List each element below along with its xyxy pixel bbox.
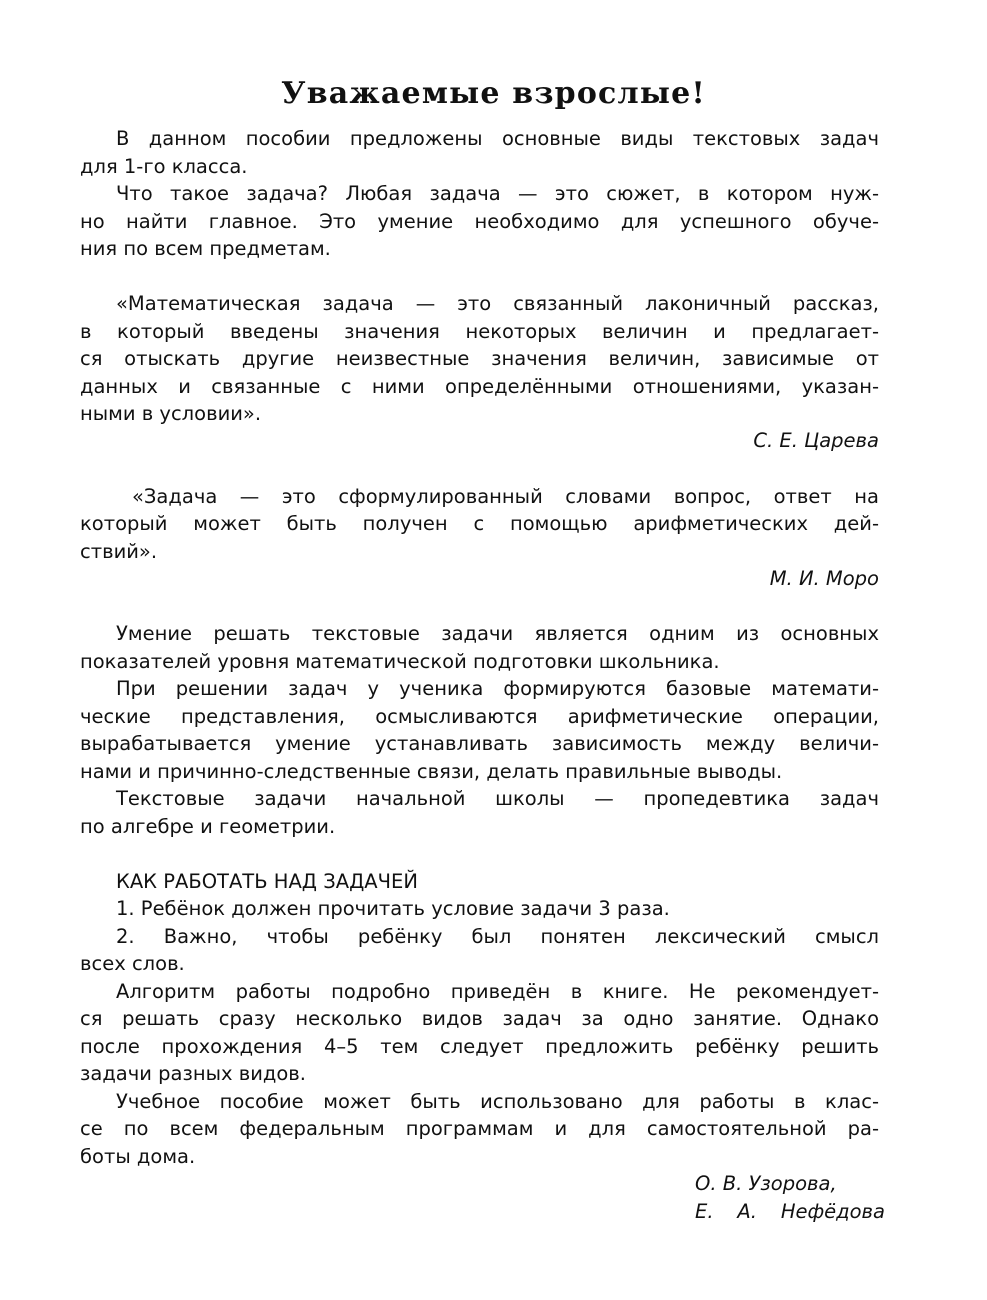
text-line: Алгоритм работы подробно приведён в книге. Не рекомендует- [116,980,879,1003]
quote-line: «Задача — это сформулированный словами вопрос, ответ на [132,485,879,508]
quote-line: «Математическая задача — это связанный лаконичный рассказ, [116,292,879,315]
text-line: ся решать сразу несколько видов задач за одно занятие. Однако [80,1007,879,1030]
text-line: се по всем федеральным программам и для самостоятельной ра- [80,1117,879,1140]
quote-line: данных и связанные с ними определёнными отношениями, указан- [80,375,879,398]
text-line: При решении задач у ученика формируются базовые математи- [116,677,879,700]
page-title: Уважаемые взрослые! [281,76,706,111]
text-line: для 1-го класса. [80,155,248,178]
text-line: ческие представления, осмысливаются арифметические операции, [80,705,879,728]
text-line: Текстовые задачи начальной школы — пропедевтика задач [116,787,879,810]
list-item: 1. Ребёнок должен прочитать условие задачи 3 раза. [116,897,670,920]
text-line: Умение решать текстовые задачи является одним из основных [116,622,879,645]
text-line: показателей уровня математической подготовки школьника. [80,650,720,673]
quote-line: который может быть получен с помощью арифметических дей- [80,512,879,535]
quote-line: в который введены значения некоторых величин и предлагает- [80,320,879,343]
text-line: Что такое задача? Любая задача — это сюжет, в котором нуж- [116,182,879,205]
section-heading: КАК РАБОТАТЬ НАД ЗАДАЧЕЙ [116,870,418,893]
quote-line: ными в условии». [80,402,262,425]
text-line: по алгебре и геометрии. [80,815,336,838]
text-line: В данном пособии предложены основные виды текстовых задач [116,127,879,150]
quote-author: М. И. Моро [769,567,879,590]
text-line: Учебное пособие может быть использовано для работы в клас- [116,1090,879,1113]
text-line: ния по всем предметам. [80,237,331,260]
list-item: всех слов. [80,952,185,975]
author-name: Е. А. Нефёдова [695,1200,885,1223]
list-item: 2. Важно, чтобы ребёнку был понятен лексический смысл [116,925,879,948]
text-line: нами и причинно-следственные связи, делать правильные выводы. [80,760,783,783]
text-line: после прохождения 4–5 тем следует предложить ребёнку решить [80,1035,879,1058]
quote-line: ся отыскать другие неизвестные значения величин, зависимые от [80,347,879,370]
author-name: О. В. Узорова, [695,1172,837,1195]
quote-author: С. Е. Царева [753,429,879,452]
text-line: боты дома. [80,1145,196,1168]
quote-line: ствий». [80,540,158,563]
text-line: но найти главное. Это умение необходимо для успешного обуче- [80,210,879,233]
text-line: вырабатывается умение устанавливать зависимость между величи- [80,732,879,755]
text-line: задачи разных видов. [80,1062,306,1085]
